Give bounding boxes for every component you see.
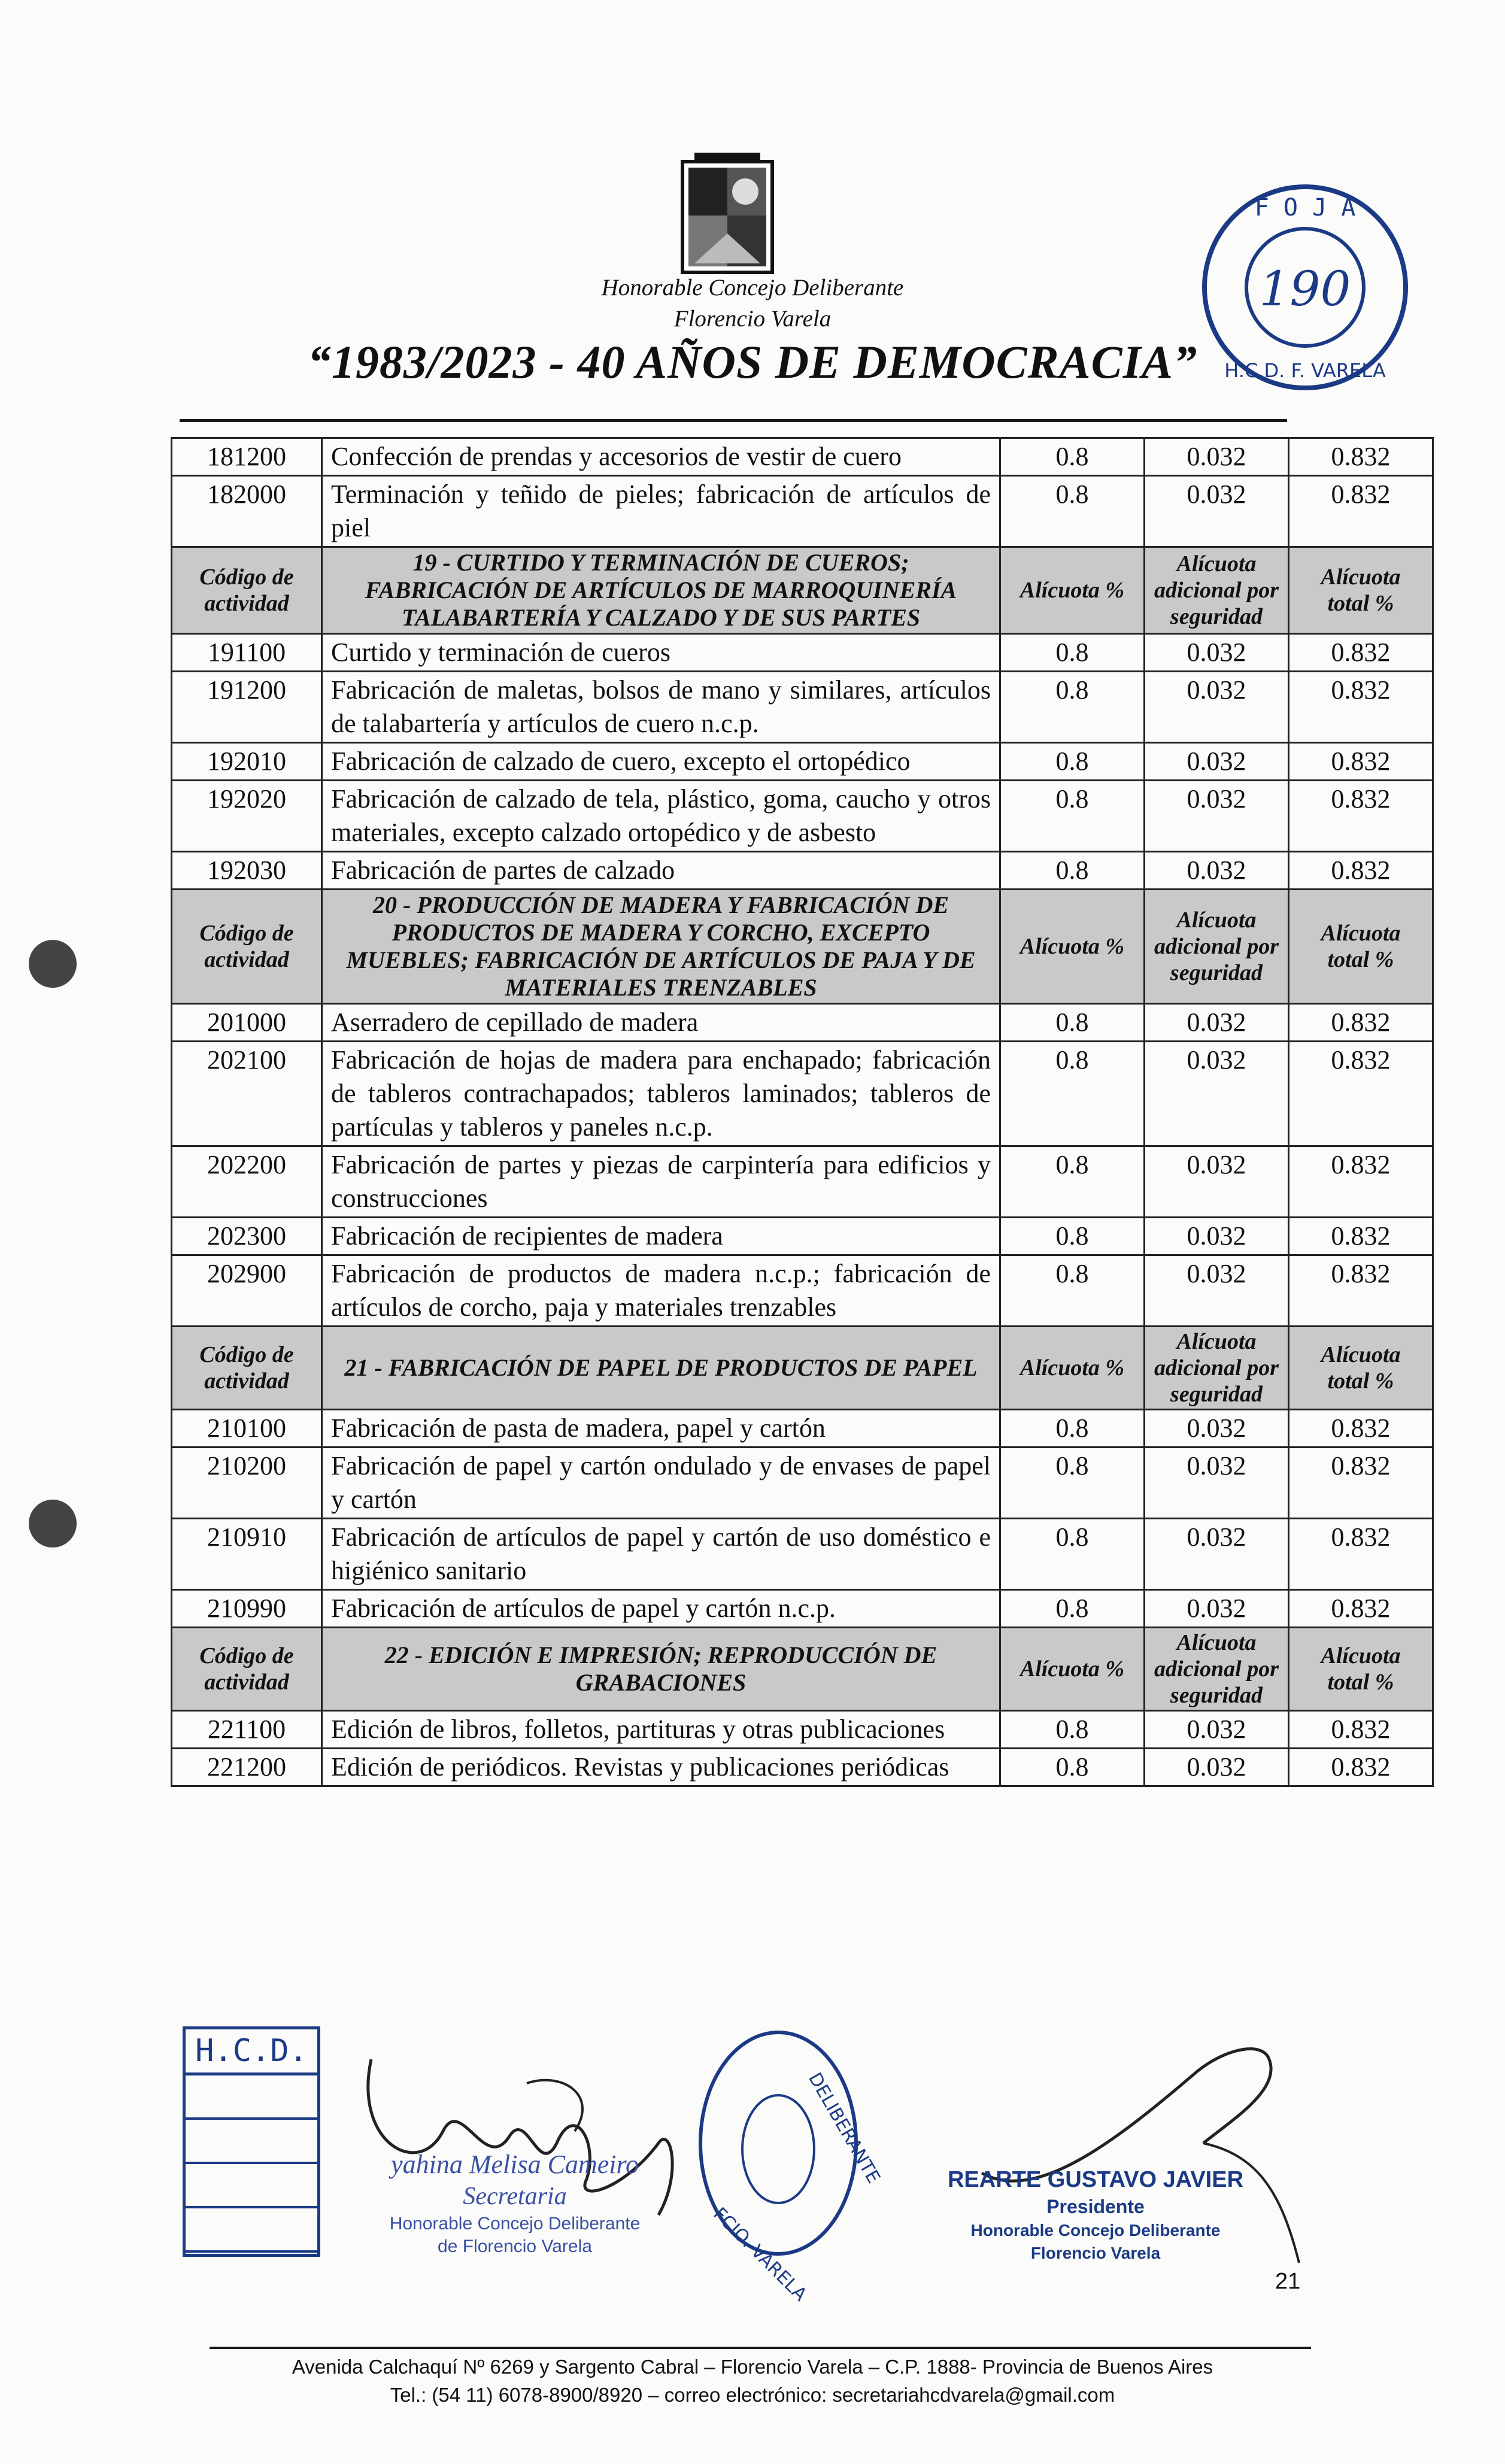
activity-code: 210910 [172,1519,322,1590]
extra-rate-value: 0.032 [1145,781,1289,852]
activity-description: Fabricación de artículos de papel y cartón n.c.p. [322,1590,1000,1628]
rate-value: 0.8 [1000,1519,1145,1590]
activity-code: 181200 [172,438,322,476]
rate-value: 0.8 [1000,438,1145,476]
extra-rate-value: 0.032 [1145,1448,1289,1519]
president-name: REARTE GUSTAVO JAVIER [947,2167,1244,2192]
rate-value: 0.8 [1000,1749,1145,1786]
secretary-org-line1: Honorable Concejo Deliberante [389,2214,641,2234]
total-rate-value: 0.832 [1289,1448,1433,1519]
table-row [172,1519,1433,1590]
address-line: Avenida Calchaquí Nº 6269 y Sargento Cabral – Florencio Varela – C.P. 1888- Provincia de Buenos Aires [292,2356,1213,2378]
punch-hole [29,1500,77,1547]
extra-rate-value: 0.032 [1145,743,1289,781]
total-rate-value: 0.832 [1289,852,1433,890]
total-rate-value: 0.832 [1289,1711,1433,1749]
extra-rate-value: 0.032 [1145,1042,1289,1146]
president-role: Presidente [1046,2196,1145,2217]
section-extra-label: Alícuota adicional por seguridad [1145,890,1289,1004]
rate-value: 0.8 [1000,743,1145,781]
table-row [172,672,1433,743]
tax-rate-table [171,437,1434,1787]
seal-text-top: DELIBERANTE [804,2069,884,2187]
activity-description: Edición de libros, folletos, partituras y otras publicaciones [322,1711,1000,1749]
total-rate-value: 0.832 [1289,476,1433,547]
activity-description: Terminación y teñido de pieles; fabricación de artículos de piel [322,476,1000,547]
section-code-label: Código de actividad [172,547,322,634]
activity-description: Fabricación de productos de madera n.c.p.; fabricación de artículos de corcho, paja y materiales trenzables [322,1255,1000,1327]
total-rate-value: 0.832 [1289,634,1433,672]
extra-rate-value: 0.032 [1145,476,1289,547]
folio-stamp-top-text: F O J A [1254,194,1356,221]
activity-code: 202100 [172,1042,322,1146]
institution-city: Florencio Varela [673,306,832,332]
total-rate-value: 0.832 [1289,438,1433,476]
extra-rate-value: 0.032 [1145,1004,1289,1042]
extra-rate-value: 0.032 [1145,1590,1289,1628]
rate-value: 0.8 [1000,1410,1145,1448]
section-code-label: Código de actividad [172,1327,322,1410]
rate-value: 0.8 [1000,1004,1145,1042]
section-extra-label: Alícuota adicional por seguridad [1145,1327,1289,1410]
rate-value: 0.8 [1000,1218,1145,1255]
activity-description: Fabricación de maletas, bolsos de mano y similares, artículos de talabartería y artículos de cuero n.c.p. [322,672,1000,743]
total-rate-value: 0.832 [1289,781,1433,852]
table-row [172,1042,1433,1146]
activity-description: Fabricación de papel y cartón ondulado y de envases de papel y cartón [322,1448,1000,1519]
section-title: 21 - FABRICACIÓN DE PAPEL DE PRODUCTOS DE PAPEL [322,1327,1000,1410]
section-rate-label: Alícuota % [1000,547,1145,634]
activity-code: 191100 [172,634,322,672]
activity-description: Edición de periódicos. Revistas y publicaciones periódicas [322,1749,1000,1786]
section-extra-label: Alícuota adicional por seguridad [1145,1628,1289,1711]
activity-code: 191200 [172,672,322,743]
rate-value: 0.8 [1000,476,1145,547]
total-rate-value: 0.832 [1289,1042,1433,1146]
extra-rate-value: 0.032 [1145,672,1289,743]
hcd-stamp-line [186,2075,317,2120]
activity-description: Fabricación de partes y piezas de carpintería para edificios y construcciones [322,1146,1000,1218]
extra-rate-value: 0.032 [1145,1519,1289,1590]
section-total-label: Alícuota total % [1289,890,1433,1004]
activity-code: 210990 [172,1590,322,1628]
rate-value: 0.8 [1000,634,1145,672]
hcd-stamp-box [183,2026,320,2257]
activity-code: 221100 [172,1711,322,1749]
extra-rate-value: 0.032 [1145,1255,1289,1327]
contact-line: Tel.: (54 11) 6078-8900/8920 – correo electrónico: secretariahcdvarela@gmail.com [390,2384,1115,2406]
activity-description: Aserradero de cepillado de madera [322,1004,1000,1042]
section-total-label: Alícuota total % [1289,1327,1433,1410]
footer-divider [210,2347,1311,2349]
table-row [172,1004,1433,1042]
rate-value: 0.8 [1000,1711,1145,1749]
section-title: 22 - EDICIÓN E IMPRESIÓN; REPRODUCCIÓN DE GRABACIONES [322,1628,1000,1711]
hcd-stamp-label: H.C.D. [186,2029,317,2075]
rate-value: 0.8 [1000,1590,1145,1628]
activity-code: 202200 [172,1146,322,1218]
table-row [172,1146,1433,1218]
activity-code: 221200 [172,1749,322,1786]
section-header-row [172,890,1433,1004]
hcd-stamp-line [186,2164,317,2208]
section-rate-label: Alícuota % [1000,890,1145,1004]
folio-stamp-bottom-text: H.C.D. F. VARELA [1224,359,1386,382]
total-rate-value: 0.832 [1289,1590,1433,1628]
section-code-label: Código de actividad [172,1628,322,1711]
section-header-row [172,1628,1433,1711]
table-row [172,781,1433,852]
activity-code: 192020 [172,781,322,852]
activity-description: Fabricación de hojas de madera para enchapado; fabricación de tableros contrachapados; tableros laminados; tableros de partículas y tableros y paneles n.c.p. [322,1042,1000,1146]
section-header-row [172,547,1433,634]
extra-rate-value: 0.032 [1145,1146,1289,1218]
activity-description: Fabricación de pasta de madera, papel y cartón [322,1410,1000,1448]
total-rate-value: 0.832 [1289,1255,1433,1327]
document-motto: “1983/2023 - 40 AÑOS DE DEMOCRACIA” [307,336,1198,388]
rate-value: 0.8 [1000,1255,1145,1327]
activity-code: 210100 [172,1410,322,1448]
extra-rate-value: 0.032 [1145,1218,1289,1255]
activity-code: 192030 [172,852,322,890]
section-header-row [172,1327,1433,1410]
rate-value: 0.8 [1000,1448,1145,1519]
institution-name: Honorable Concejo Deliberante [601,275,904,301]
total-rate-value: 0.832 [1289,1004,1433,1042]
extra-rate-value: 0.032 [1145,1749,1289,1786]
extra-rate-value: 0.032 [1145,852,1289,890]
section-rate-label: Alícuota % [1000,1327,1145,1410]
page-number: 21 [1275,2269,1301,2294]
activity-code: 210200 [172,1448,322,1519]
total-rate-value: 0.832 [1289,1146,1433,1218]
total-rate-value: 0.832 [1289,1519,1433,1590]
table-row [172,1711,1433,1749]
section-code-label: Código de actividad [172,890,322,1004]
president-org-line1: Honorable Concejo Deliberante [970,2221,1221,2240]
rate-value: 0.8 [1000,852,1145,890]
table-row [172,1255,1433,1327]
hcd-stamp-line [186,2208,317,2253]
section-total-label: Alícuota total % [1289,1628,1433,1711]
section-rate-label: Alícuota % [1000,1628,1145,1711]
table-row [172,1410,1433,1448]
extra-rate-value: 0.032 [1145,634,1289,672]
hcd-stamp-line [186,2120,317,2164]
folio-number: 190 [1259,261,1351,317]
section-title: 20 - PRODUCCIÓN DE MADERA Y FABRICACIÓN DE PRODUCTOS DE MADERA Y CORCHO, EXCEPTO MUEBLES; FABRICACIÓN DE ARTÍCULOS DE PAJA Y DE MATERIALES TRENZABLES [322,890,1000,1004]
folio-stamp [1197,180,1413,395]
activity-description: Confección de prendas y accesorios de vestir de cuero [322,438,1000,476]
tax-rate-table-container [171,437,1434,1787]
table-row [172,476,1433,547]
table-row [172,852,1433,890]
secretary-org-line2: de Florencio Varela [438,2237,592,2256]
president-signature [946,2023,1377,2281]
activity-code: 192010 [172,743,322,781]
total-rate-value: 0.832 [1289,1749,1433,1786]
activity-description: Fabricación de calzado de cuero, excepto el ortopédico [322,743,1000,781]
rate-value: 0.8 [1000,781,1145,852]
table-row [172,1749,1433,1786]
table-row [172,743,1433,781]
activity-description: Fabricación de recipientes de madera [322,1218,1000,1255]
seal-text-bottom: FCIO. VARELA [709,2203,811,2305]
activity-description: Fabricación de calzado de tela, plástico, goma, caucho y otros materiales, excepto calzado ortopédico y de asbesto [322,781,1000,852]
rate-value: 0.8 [1000,1042,1145,1146]
activity-code: 182000 [172,476,322,547]
table-row [172,1448,1433,1519]
activity-code: 202300 [172,1218,322,1255]
council-seal [688,2023,884,2305]
secretary-role: Secretaria [463,2183,567,2210]
total-rate-value: 0.832 [1289,743,1433,781]
institution-logo [670,150,784,284]
extra-rate-value: 0.032 [1145,1410,1289,1448]
activity-description: Fabricación de artículos de papel y cartón de uso doméstico e higiénico sanitario [322,1519,1000,1590]
punch-hole [29,940,77,988]
table-row [172,1218,1433,1255]
section-total-label: Alícuota total % [1289,547,1433,634]
table-row [172,634,1433,672]
total-rate-value: 0.832 [1289,1218,1433,1255]
activity-code: 202900 [172,1255,322,1327]
extra-rate-value: 0.032 [1145,438,1289,476]
section-extra-label: Alícuota adicional por seguridad [1145,547,1289,634]
total-rate-value: 0.832 [1289,672,1433,743]
rate-value: 0.8 [1000,1146,1145,1218]
section-title: 19 - CURTIDO Y TERMINACIÓN DE CUEROS; FABRICACIÓN DE ARTÍCULOS DE MARROQUINERÍA TALABARTERÍA Y CALZADO Y DE SUS PARTES [322,547,1000,634]
activity-description: Fabricación de partes de calzado [322,852,1000,890]
president-org-line2: Florencio Varela [1030,2244,1161,2262]
table-row [172,438,1433,476]
table-row [172,1590,1433,1628]
total-rate-value: 0.832 [1289,1410,1433,1448]
header-divider [180,419,1287,422]
secretary-name: yahina Melisa Cameiro [391,2150,639,2179]
extra-rate-value: 0.032 [1145,1711,1289,1749]
rate-value: 0.8 [1000,672,1145,743]
activity-description: Curtido y terminación de cueros [322,634,1000,672]
activity-code: 201000 [172,1004,322,1042]
